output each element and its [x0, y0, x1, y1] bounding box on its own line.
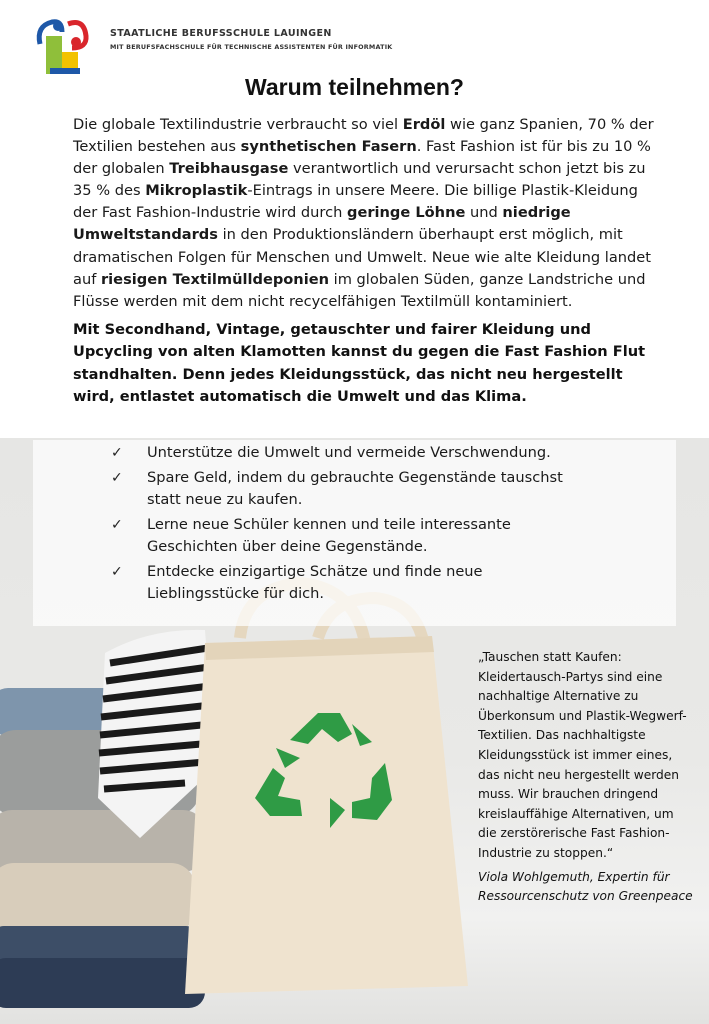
- school-name-block: [110, 28, 392, 51]
- page-header: [32, 14, 692, 82]
- paragraph-text: und: [465, 204, 503, 222]
- checkmark-icon: ✓: [111, 469, 123, 486]
- benefit-item: ✓ Spare Geld, indem du gebrauchte Gegenstände tauschst statt neue zu kaufen.: [111, 468, 563, 508]
- intro-paragraph: [73, 114, 665, 313]
- school-logo-icon: [32, 14, 92, 82]
- checkmark-icon: ✓: [111, 563, 123, 580]
- checkmark-icon: ✓: [111, 516, 123, 533]
- paragraph-text: . Fast Fashion ist für bis zu 10 % der globalen: [73, 138, 651, 178]
- page-title: Warum teilnehmen?: [245, 74, 464, 100]
- emphasis-text: synthetischen Fasern: [240, 138, 417, 156]
- checkmark-icon: ✓: [111, 445, 123, 461]
- emphasis-text: riesigen Textilmülldeponien: [100, 270, 329, 288]
- paragraph-text: wie ganz Spanien, 70 % der Textilien bestehen aus: [73, 116, 654, 156]
- benefit-item: ✓ Unterstütze die Umwelt und vermeide Verschwendung.: [33, 442, 676, 465]
- paragraph-text: im globalen Süden, ganze Landstriche und Flüsse werden mit dem nicht recycelfähigen Textilmüll kontaminiert.: [73, 270, 646, 310]
- quote-author: Viola Wohlgemuth, Expertin für Ressourcenschutz von Greenpeace: [478, 869, 693, 904]
- emphasis-text: niedrige Umweltstandards: [73, 204, 571, 244]
- benefit-item: ✓ Lerne neue Schüler kennen und teile interessante Geschichten über deine Gegenstände.: [111, 515, 511, 555]
- school-name: STAATLICHE BERUFSSCHULE LAUINGEN: [110, 28, 332, 39]
- emphasis-text: Treibhausgase: [169, 160, 289, 178]
- paragraph-text: -Eintrags in unsere Meere. Die billige Plastik-Kleidung der Fast Fashion-Industrie wird durch: [73, 182, 638, 222]
- quote-text: „Tauschen statt Kaufen: Kleidertausch-Partys sind eine nachhaltige Alternative zu Überkonsum und Plastik-Wegwerf-Textilien. Das nachhaltigste Kleidungsstück ist immer eines, das nicht neu hergestellt werden muss. Wir brauchen dringend kreislauffähige Alternativen, um die zerstörerische Fast Fashion-Industrie zu stoppen.“: [478, 650, 687, 860]
- tote-bag: [185, 583, 468, 994]
- paragraph-text: in den Produktionsländern überhaupt erst möglich, mit dramatischen Folgen für Menschen und Umwelt. Neue wie alte Kleidung landet auf: [73, 226, 651, 288]
- paragraph-text: verantwortlich und verursacht schon jetzt bis zu 35 % des: [73, 160, 646, 200]
- school-subtitle: MIT BERUFSFACHSCHULE FÜR TECHNISCHE ASSISTENTEN FÜR INFORMATIK: [110, 43, 393, 51]
- benefit-item: ✓ Entdecke einzigartige Schätze und finde neue Lieblingsstücke für dich.: [111, 562, 483, 602]
- paragraph-text: Die globale Textilindustrie verbraucht so viel: [73, 116, 403, 133]
- emphasis-text: geringe Löhne: [347, 204, 466, 222]
- emphasis-text: Mikroplastik: [145, 182, 248, 200]
- emphasis-text: Erdöl: [402, 116, 446, 133]
- benefits-list: [33, 442, 676, 608]
- benefits-panel: [33, 440, 676, 626]
- callout-paragraph: Mit Secondhand, Vintage, getauschter und fairer Kleidung und Upcycling von alten Klamotten kannst du gegen die Fast Fashion Flut standhalten. Denn jedes Kleidungsstück, das nicht neu hergestellt wird, entlastet automatisch die Umwelt und das Klima.: [73, 321, 646, 406]
- greenpeace-quote: [478, 648, 693, 907]
